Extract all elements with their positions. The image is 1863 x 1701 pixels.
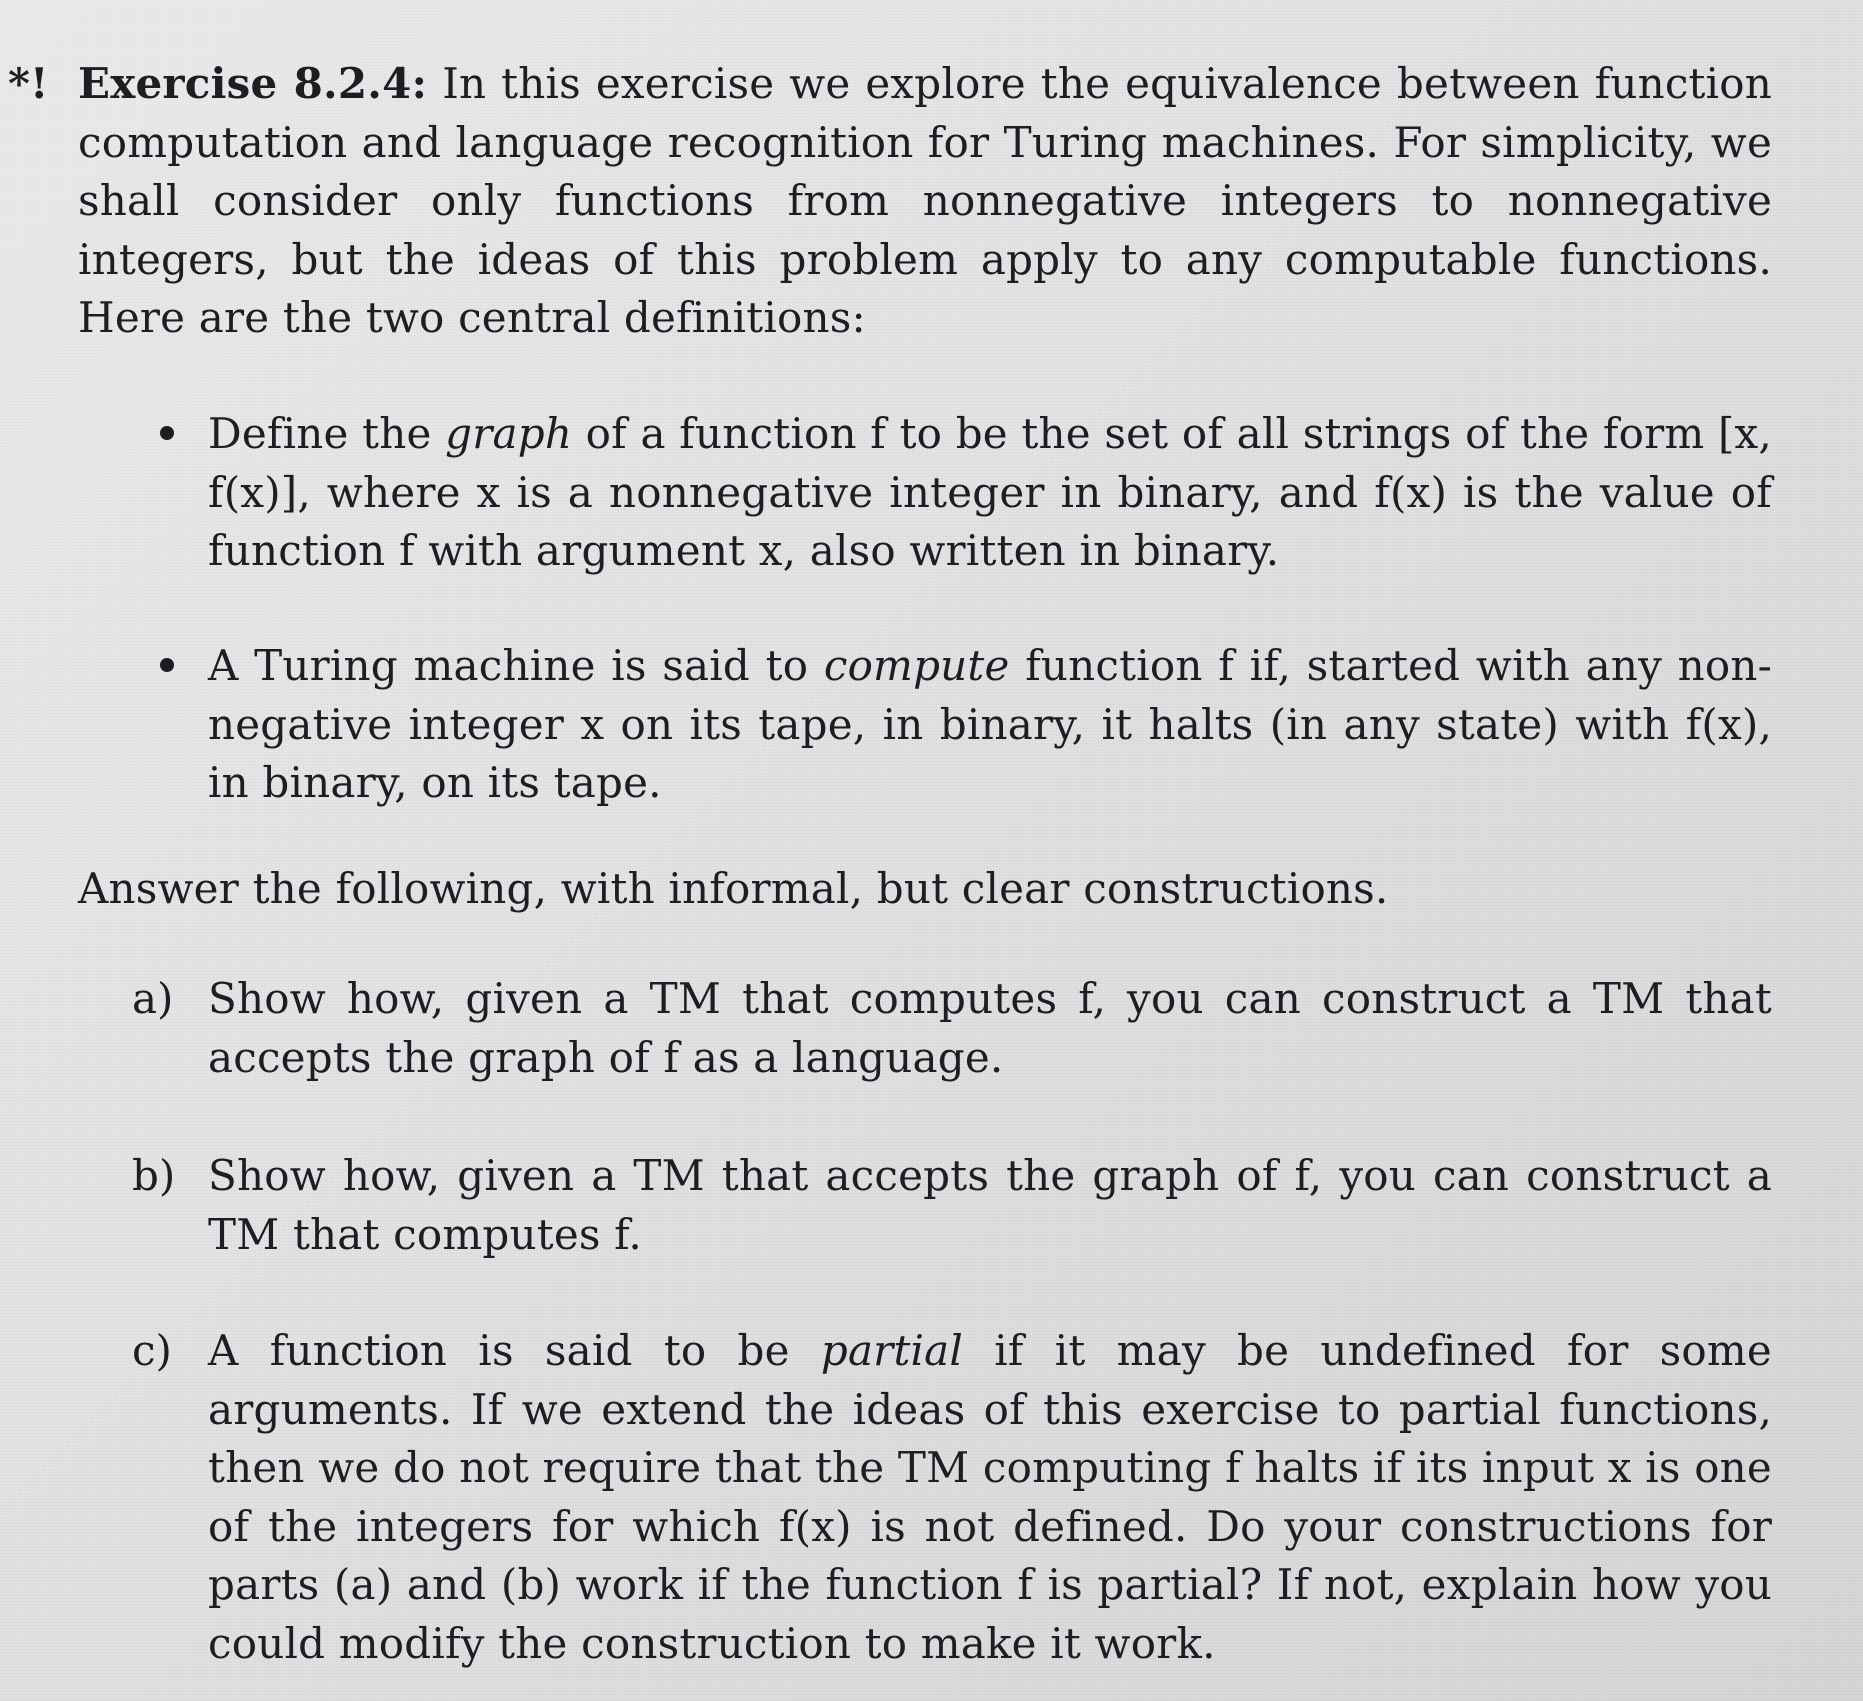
part-a	[208, 970, 1772, 1087]
part-label: c)	[132, 1326, 172, 1375]
part-term: partial	[820, 1326, 964, 1375]
definition-term: compute	[823, 641, 1010, 690]
instruction-text: Answer the following, with informal, but clear constructions.	[78, 864, 1389, 913]
definition-text: function f if, started with any non-negative integer x on its tape, in binary, it halts (in any state) with f(x), in binary, on its tape.	[208, 641, 1773, 807]
part-label: b)	[132, 1151, 176, 1200]
part-b	[208, 1147, 1772, 1264]
definition-text: Define the	[208, 409, 446, 458]
bullet-icon	[160, 658, 174, 672]
exercise-title: Exercise 8.2.4:	[78, 59, 428, 108]
part-c	[208, 1322, 1772, 1673]
bullet-icon	[160, 426, 174, 440]
part-text: if it may be undefined for some arguments. If we extend the ideas of this exercise to partial functions, then we do not require that the TM computing f halts if its input x is one of the integers for which f(x) is not defined. Do your constructions for parts (a) and (b) work if the function f is partial? If not, explain how you could modify the construction to make it work.	[208, 1326, 1772, 1668]
definition-compute	[208, 637, 1772, 813]
definition-graph	[208, 405, 1772, 581]
part-text: Show how, given a TM that accepts the graph of f, you can construct a TM that computes f.	[208, 1151, 1772, 1259]
part-text: Show how, given a TM that computes f, you can construct a TM that accepts the graph of f as a language.	[208, 974, 1772, 1082]
difficulty-marker: *!	[8, 59, 49, 108]
part-label: a)	[132, 974, 174, 1023]
definition-term: graph	[445, 409, 573, 458]
exercise-intro-text: In this exercise we explore the equivalence between function computation and language recognition for Turing machines. For simplicity, we shall consider only functions from nonnegative integers to nonnegative integers, but the ideas of this problem apply to any computable functions. Here are the two central definitions:	[78, 59, 1773, 342]
exercise-intro	[78, 55, 1772, 348]
definition-text: of a function f to be the set of all strings of the form [x, f(x)], where x is a nonnegative integer in binary, and f(x) is the value of function f with argument x, also written in binary.	[208, 409, 1772, 575]
part-text: A function is said to be	[208, 1326, 821, 1375]
definition-text: A Turing machine is said to	[208, 641, 824, 690]
